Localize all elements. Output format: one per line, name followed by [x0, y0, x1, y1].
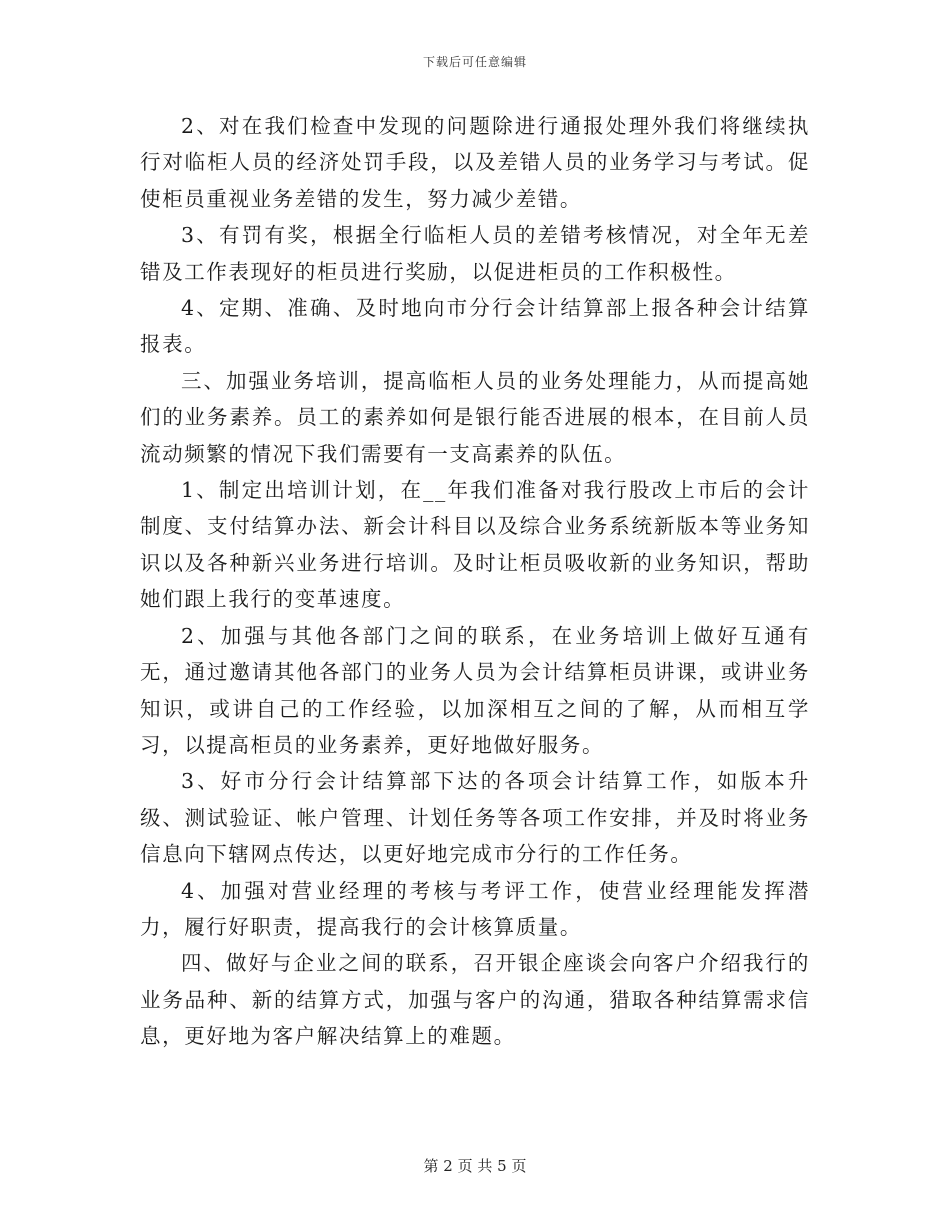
paragraph: 3、好市分行会计结算部下达的各项会计结算工作，如版本升级、测试验证、帐户管理、计划任务等各项工作安排，并及时将业务信息向下辖网点传达，以更好地完成市分行的工作任务。: [140, 769, 810, 867]
paragraph: 4、定期、准确、及时地向市分行会计结算部上报各种会计结算报表。: [140, 296, 810, 357]
document-body: [140, 108, 810, 1055]
paragraph: 2、加强与其他各部门之间的联系，在业务培训上做好互通有无，通过邀请其他各部门的业务人员为会计结算柜员讲课，或讲业务知识，或讲自己的工作经验，以加深相互之间的了解，从而相互学习，以提高柜员的业务素养，更好地做好服务。: [140, 623, 810, 757]
paragraph: 1、制定出培训计划，在__年我们准备对我行股改上市后的会计制度、支付结算办法、新会计科目以及综合业务系统新版本等业务知识以及各种新兴业务进行培训。及时让柜员吸收新的业务知识，帮助她们跟上我行的变革速度。: [140, 478, 810, 612]
paragraph: 2、对在我们检查中发现的问题除进行通报处理外我们将继续执行对临柜人员的经济处罚手段，以及差错人员的业务学习与考试。促使柜员重视业务差错的发生，努力减少差错。: [140, 114, 810, 211]
page-number: 第 2 页 共 5 页: [423, 1157, 527, 1175]
header-note: 下载后可任意编辑: [422, 55, 527, 69]
section-heading-paragraph: 三、加强业务培训，提高临柜人员的业务处理能力，从而提高她们的业务素养。员工的素养如何是银行能否进展的根本，在目前人员流动频繁的情况下我们需要有一支高素养的队伍。: [140, 368, 810, 466]
paragraph: 3、有罚有奖，根据全行临柜人员的差错考核情况，对全年无差错及工作表现好的柜员进行奖励，以促进柜员的工作积极性。: [140, 223, 810, 284]
section-heading-paragraph: 四、做好与企业之间的联系，召开银企座谈会向客户介绍我行的业务品种、新的结算方式，加强与客户的沟通，猎取各种结算需求信息，更好地为客户解决结算上的难题。: [140, 951, 810, 1049]
paragraph: 4、加强对营业经理的考核与考评工作，使营业经理能发挥潜力，履行好职责，提高我行的会计核算质量。: [140, 878, 810, 939]
